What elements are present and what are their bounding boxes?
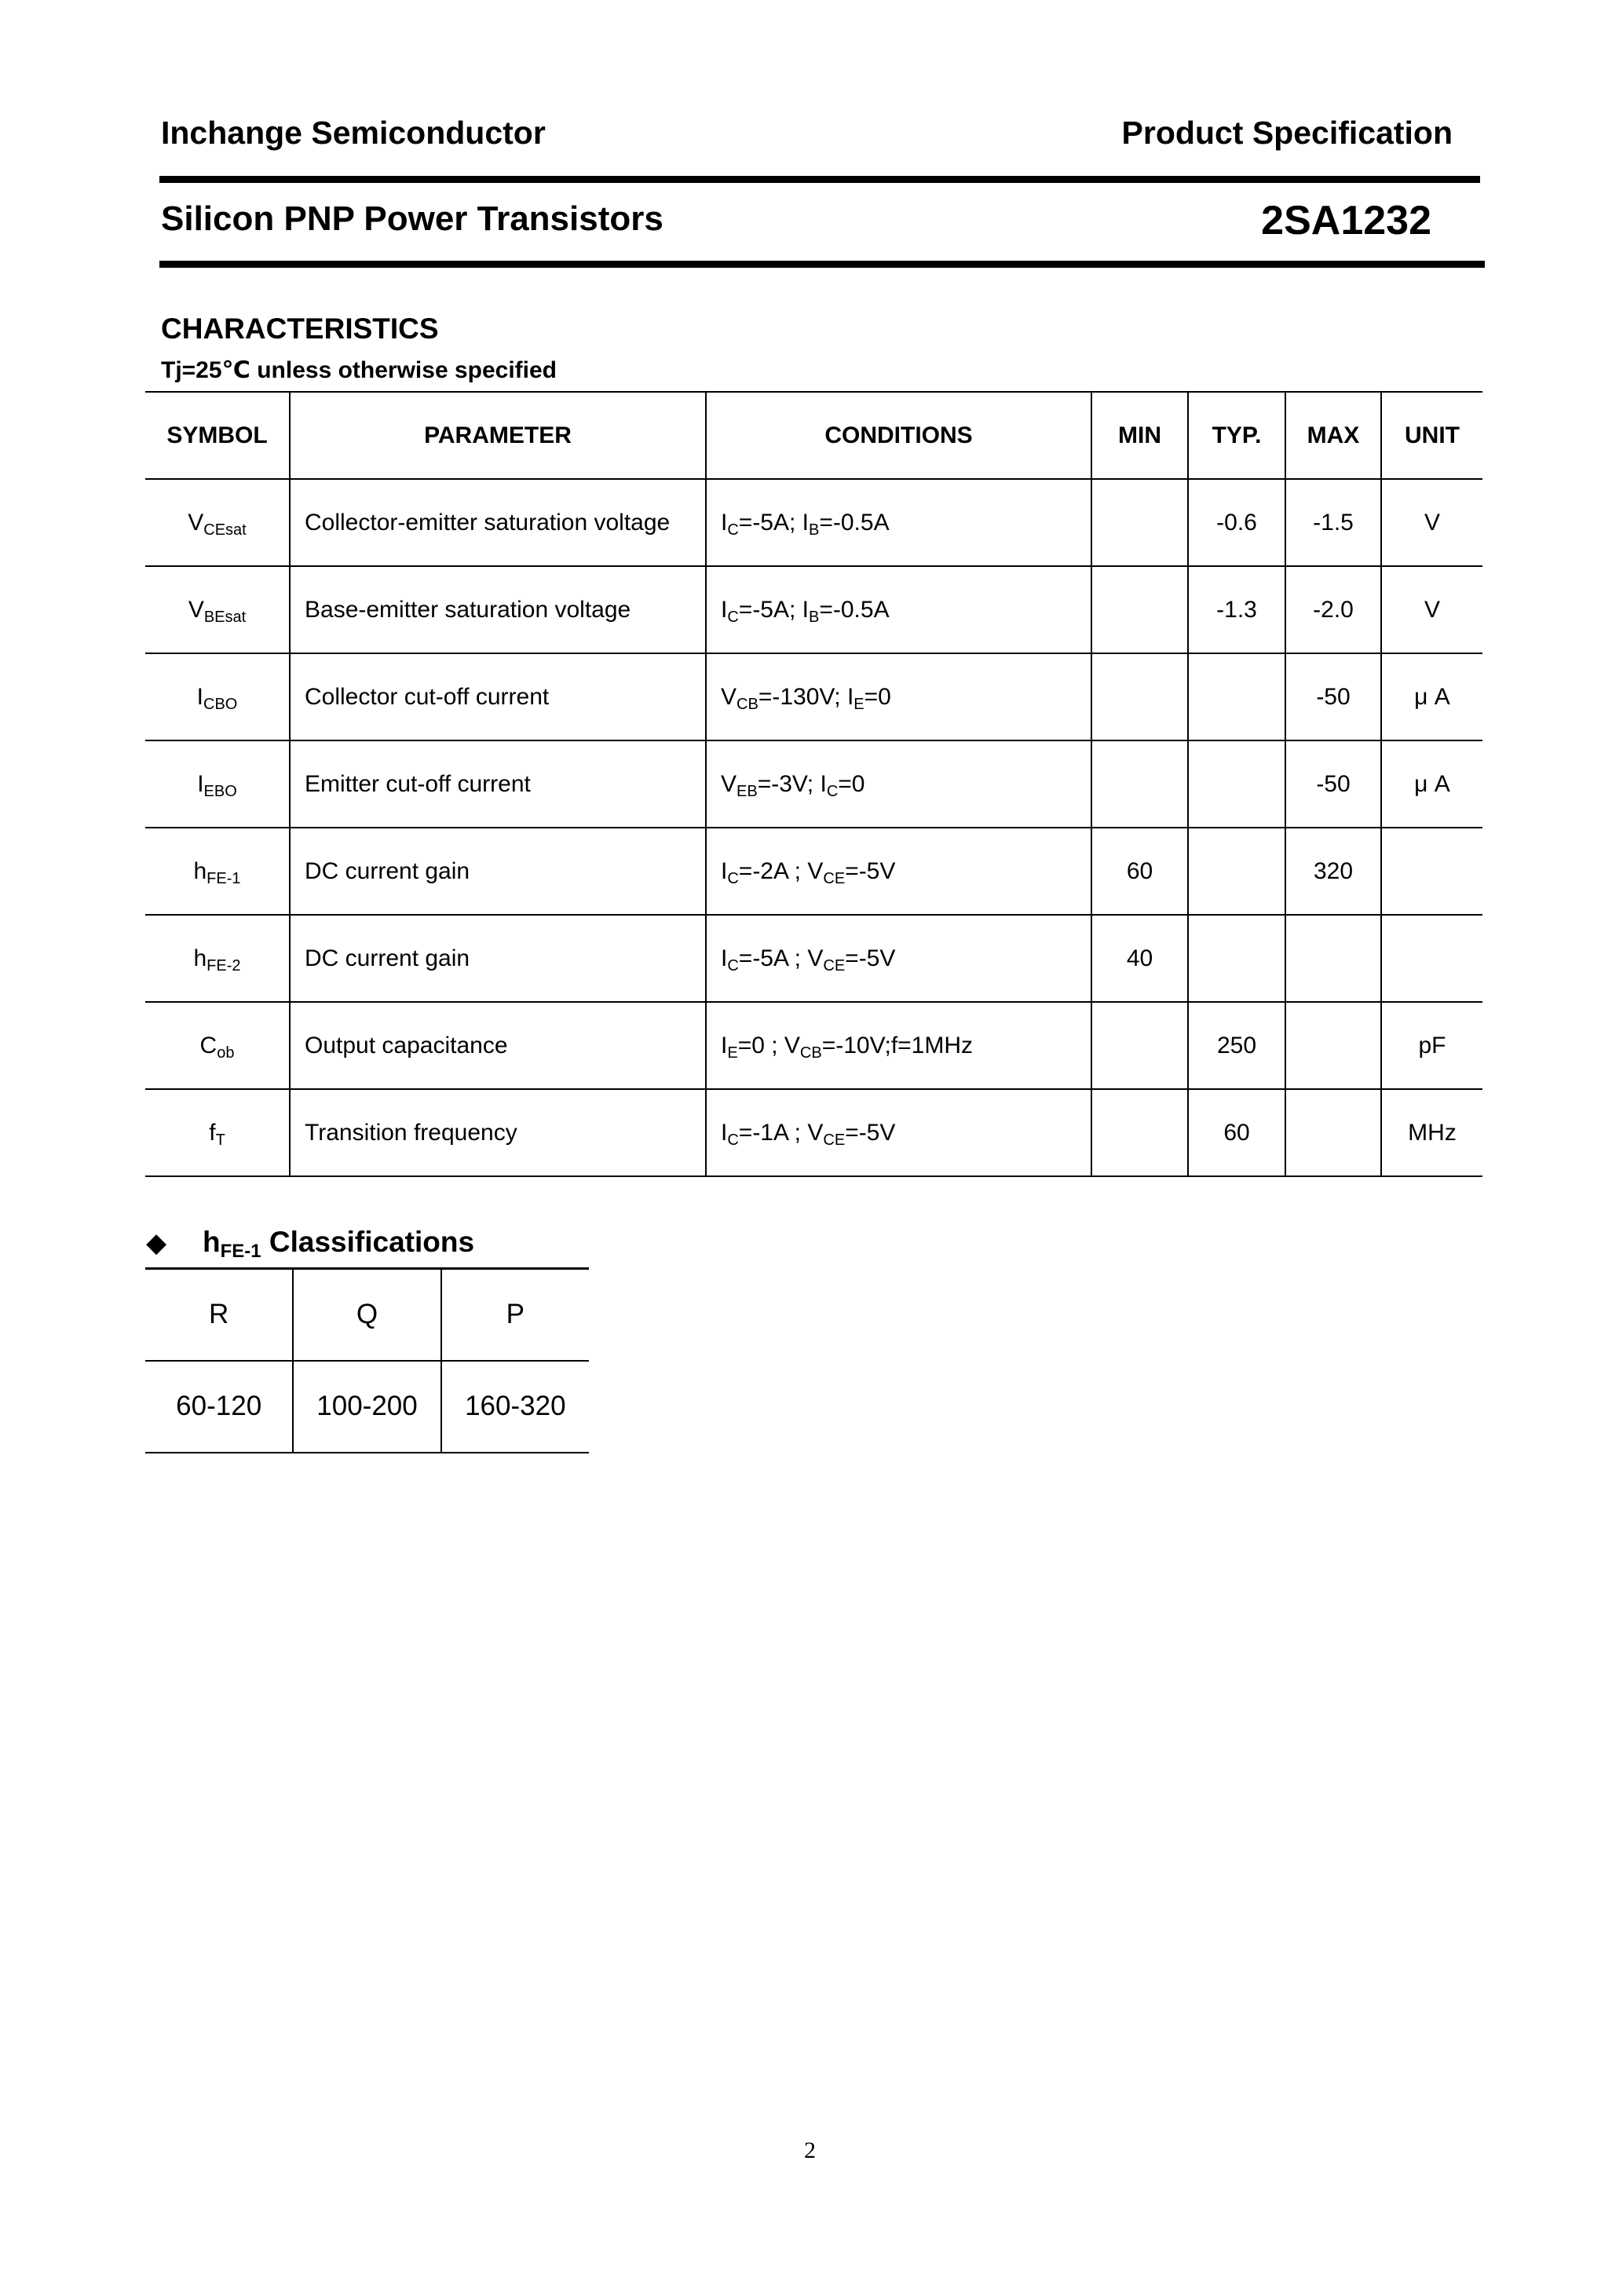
- min-cell: [1091, 1002, 1188, 1089]
- min-cell: [1091, 740, 1188, 828]
- part-number: 2SA1232: [1261, 198, 1431, 243]
- unit-cell: [1381, 915, 1482, 1002]
- condition-text: I: [721, 1119, 728, 1146]
- symbol-subscript: CBO: [203, 695, 238, 713]
- condition-subscript: C: [727, 956, 739, 974]
- rank-cell: Q: [293, 1269, 440, 1361]
- parameter-cell: Collector cut-off current: [290, 653, 706, 740]
- symbol-main: h: [193, 857, 207, 884]
- column-header: UNIT: [1381, 392, 1482, 479]
- parameter-cell: Base-emitter saturation voltage: [290, 566, 706, 653]
- unit-cell: V: [1381, 479, 1482, 566]
- table-header-row: [145, 392, 1482, 479]
- unit-cell: pF: [1381, 1002, 1482, 1089]
- classification-title-h: h: [203, 1226, 221, 1258]
- condition-subscript: CE: [823, 956, 846, 974]
- symbol-subscript: T: [215, 1131, 225, 1149]
- max-cell: -1.5: [1285, 479, 1381, 566]
- symbol-main: I: [196, 683, 203, 710]
- table-row: [145, 653, 1482, 740]
- condition-subscript: C: [727, 869, 739, 887]
- bullet-icon: ◆: [146, 1228, 167, 1258]
- symbol-cell: [145, 566, 290, 653]
- characteristics-table: [145, 391, 1482, 1177]
- typ-cell: -0.6: [1188, 479, 1285, 566]
- max-cell: [1285, 1089, 1381, 1176]
- column-header: PARAMETER: [290, 392, 706, 479]
- condition-text: =-5V: [845, 1119, 896, 1146]
- parameter-cell: Transition frequency: [290, 1089, 706, 1176]
- conditions-cell: [706, 915, 1091, 1002]
- condition-subscript: C: [826, 782, 839, 800]
- typ-cell: 60: [1188, 1089, 1285, 1176]
- condition-text: =-2A ; V: [738, 857, 824, 884]
- symbol-subscript: FE-2: [207, 956, 241, 974]
- parameter-cell: Output capacitance: [290, 1002, 706, 1089]
- min-cell: 40: [1091, 915, 1188, 1002]
- condition-subscript: E: [854, 695, 865, 713]
- symbol-cell: [145, 828, 290, 915]
- unit-cell: [1381, 828, 1482, 915]
- symbol-main: f: [209, 1119, 216, 1146]
- typ-cell: [1188, 740, 1285, 828]
- table-row: [145, 1002, 1482, 1089]
- classification-title: [203, 1226, 475, 1262]
- typ-cell: -1.3: [1188, 566, 1285, 653]
- header-rule-top: [159, 176, 1480, 183]
- unit-cell: μ A: [1381, 740, 1482, 828]
- condition-subscript: C: [727, 608, 739, 626]
- symbol-cell: [145, 740, 290, 828]
- condition-text: =-1A ; V: [738, 1119, 824, 1146]
- conditions-cell: [706, 653, 1091, 740]
- unit-cell: MHz: [1381, 1089, 1482, 1176]
- symbol-subscript: EBO: [203, 782, 237, 800]
- min-cell: [1091, 653, 1188, 740]
- conditions-cell: [706, 479, 1091, 566]
- table-row: [145, 479, 1482, 566]
- condition-subscript: CE: [823, 869, 846, 887]
- table-row: [145, 1089, 1482, 1176]
- unit-cell: V: [1381, 566, 1482, 653]
- max-cell: -50: [1285, 740, 1381, 828]
- condition-subscript: EB: [737, 782, 758, 800]
- column-header: SYMBOL: [145, 392, 290, 479]
- parameter-cell: Emitter cut-off current: [290, 740, 706, 828]
- condition-subscript: C: [727, 521, 739, 539]
- condition-subscript: B: [809, 521, 820, 539]
- symbol-subscript: CEsat: [203, 521, 247, 539]
- conditions-cell: [706, 566, 1091, 653]
- table-row: [145, 740, 1482, 828]
- symbol-cell: [145, 915, 290, 1002]
- max-cell: -2.0: [1285, 566, 1381, 653]
- table-row: [145, 828, 1482, 915]
- column-header: CONDITIONS: [706, 392, 1091, 479]
- typ-cell: 250: [1188, 1002, 1285, 1089]
- condition-text: I: [721, 596, 728, 623]
- range-row: [145, 1361, 589, 1453]
- column-header: TYP.: [1188, 392, 1285, 479]
- condition-text: =-3V; I: [757, 770, 827, 797]
- condition-text: =-5V: [845, 857, 896, 884]
- condition-subscript: C: [727, 1131, 739, 1149]
- product-line: Silicon PNP Power Transistors: [161, 199, 663, 238]
- condition-subscript: CB: [799, 1044, 822, 1062]
- classification-title-rest: Classifications: [261, 1226, 475, 1258]
- symbol-subscript: ob: [217, 1044, 235, 1062]
- typ-cell: [1188, 828, 1285, 915]
- condition-text: =-10V;f=1MHz: [821, 1032, 974, 1058]
- table-row: [145, 915, 1482, 1002]
- max-cell: [1285, 1002, 1381, 1089]
- condition-text: V: [721, 770, 737, 797]
- condition-text: =-130V; I: [758, 683, 854, 710]
- condition-text: I: [721, 1032, 728, 1058]
- column-header: MIN: [1091, 392, 1188, 479]
- max-cell: [1285, 915, 1381, 1002]
- symbol-cell: [145, 1089, 290, 1176]
- typ-cell: [1188, 653, 1285, 740]
- condition-text: =-0.5A: [819, 509, 890, 536]
- condition-text: =-5A; I: [738, 596, 810, 623]
- condition-text: =-5V: [845, 945, 896, 971]
- condition-text: I: [721, 857, 728, 884]
- doc-type: Product Specification: [1121, 115, 1453, 151]
- table-row: [145, 566, 1482, 653]
- conditions-cell: [706, 1002, 1091, 1089]
- symbol-main: C: [199, 1032, 217, 1058]
- condition-text: =-5A ; V: [738, 945, 824, 971]
- condition-subscript: B: [809, 608, 820, 626]
- characteristics-title: CHARACTERISTICS: [161, 313, 439, 345]
- symbol-main: V: [188, 596, 204, 623]
- conditions-cell: [706, 740, 1091, 828]
- classification-table: [145, 1267, 589, 1453]
- symbol-cell: [145, 479, 290, 566]
- rank-cell: P: [441, 1269, 589, 1361]
- typ-cell: [1188, 915, 1285, 1002]
- condition-text: =0 ; V: [737, 1032, 800, 1058]
- parameter-cell: Collector-emitter saturation voltage: [290, 479, 706, 566]
- test-condition: Tj=25℃ unless otherwise specified: [161, 357, 557, 383]
- conditions-cell: [706, 1089, 1091, 1176]
- header-rule-bottom: [159, 261, 1485, 268]
- condition-text: V: [721, 683, 737, 710]
- range-cell: 100-200: [293, 1361, 440, 1453]
- symbol-main: I: [197, 770, 204, 797]
- company-name: Inchange Semiconductor: [161, 115, 546, 151]
- range-cell: 160-320: [441, 1361, 589, 1453]
- min-cell: [1091, 1089, 1188, 1176]
- symbol-main: V: [188, 509, 204, 536]
- symbol-cell: [145, 1002, 290, 1089]
- max-cell: -50: [1285, 653, 1381, 740]
- min-cell: [1091, 479, 1188, 566]
- parameter-cell: DC current gain: [290, 828, 706, 915]
- symbol-cell: [145, 653, 290, 740]
- parameter-cell: DC current gain: [290, 915, 706, 1002]
- condition-subscript: E: [727, 1044, 738, 1062]
- condition-text: =0: [864, 683, 891, 710]
- symbol-main: h: [193, 945, 207, 971]
- column-header: MAX: [1285, 392, 1381, 479]
- classification-title-sub: FE-1: [220, 1241, 261, 1262]
- condition-subscript: CE: [823, 1131, 846, 1149]
- condition-subscript: CB: [737, 695, 758, 713]
- condition-text: =-0.5A: [819, 596, 890, 623]
- page-number: 2: [804, 2137, 816, 2163]
- range-cell: 60-120: [145, 1361, 293, 1453]
- symbol-subscript: BEsat: [203, 608, 247, 626]
- min-cell: 60: [1091, 828, 1188, 915]
- rank-cell: R: [145, 1269, 293, 1361]
- rank-row: [145, 1269, 589, 1361]
- condition-text: I: [721, 509, 728, 536]
- unit-cell: μ A: [1381, 653, 1482, 740]
- max-cell: 320: [1285, 828, 1381, 915]
- condition-text: =0: [838, 770, 865, 797]
- min-cell: [1091, 566, 1188, 653]
- condition-text: =-5A; I: [738, 509, 810, 536]
- condition-text: I: [721, 945, 728, 971]
- symbol-subscript: FE-1: [207, 869, 241, 887]
- conditions-cell: [706, 828, 1091, 915]
